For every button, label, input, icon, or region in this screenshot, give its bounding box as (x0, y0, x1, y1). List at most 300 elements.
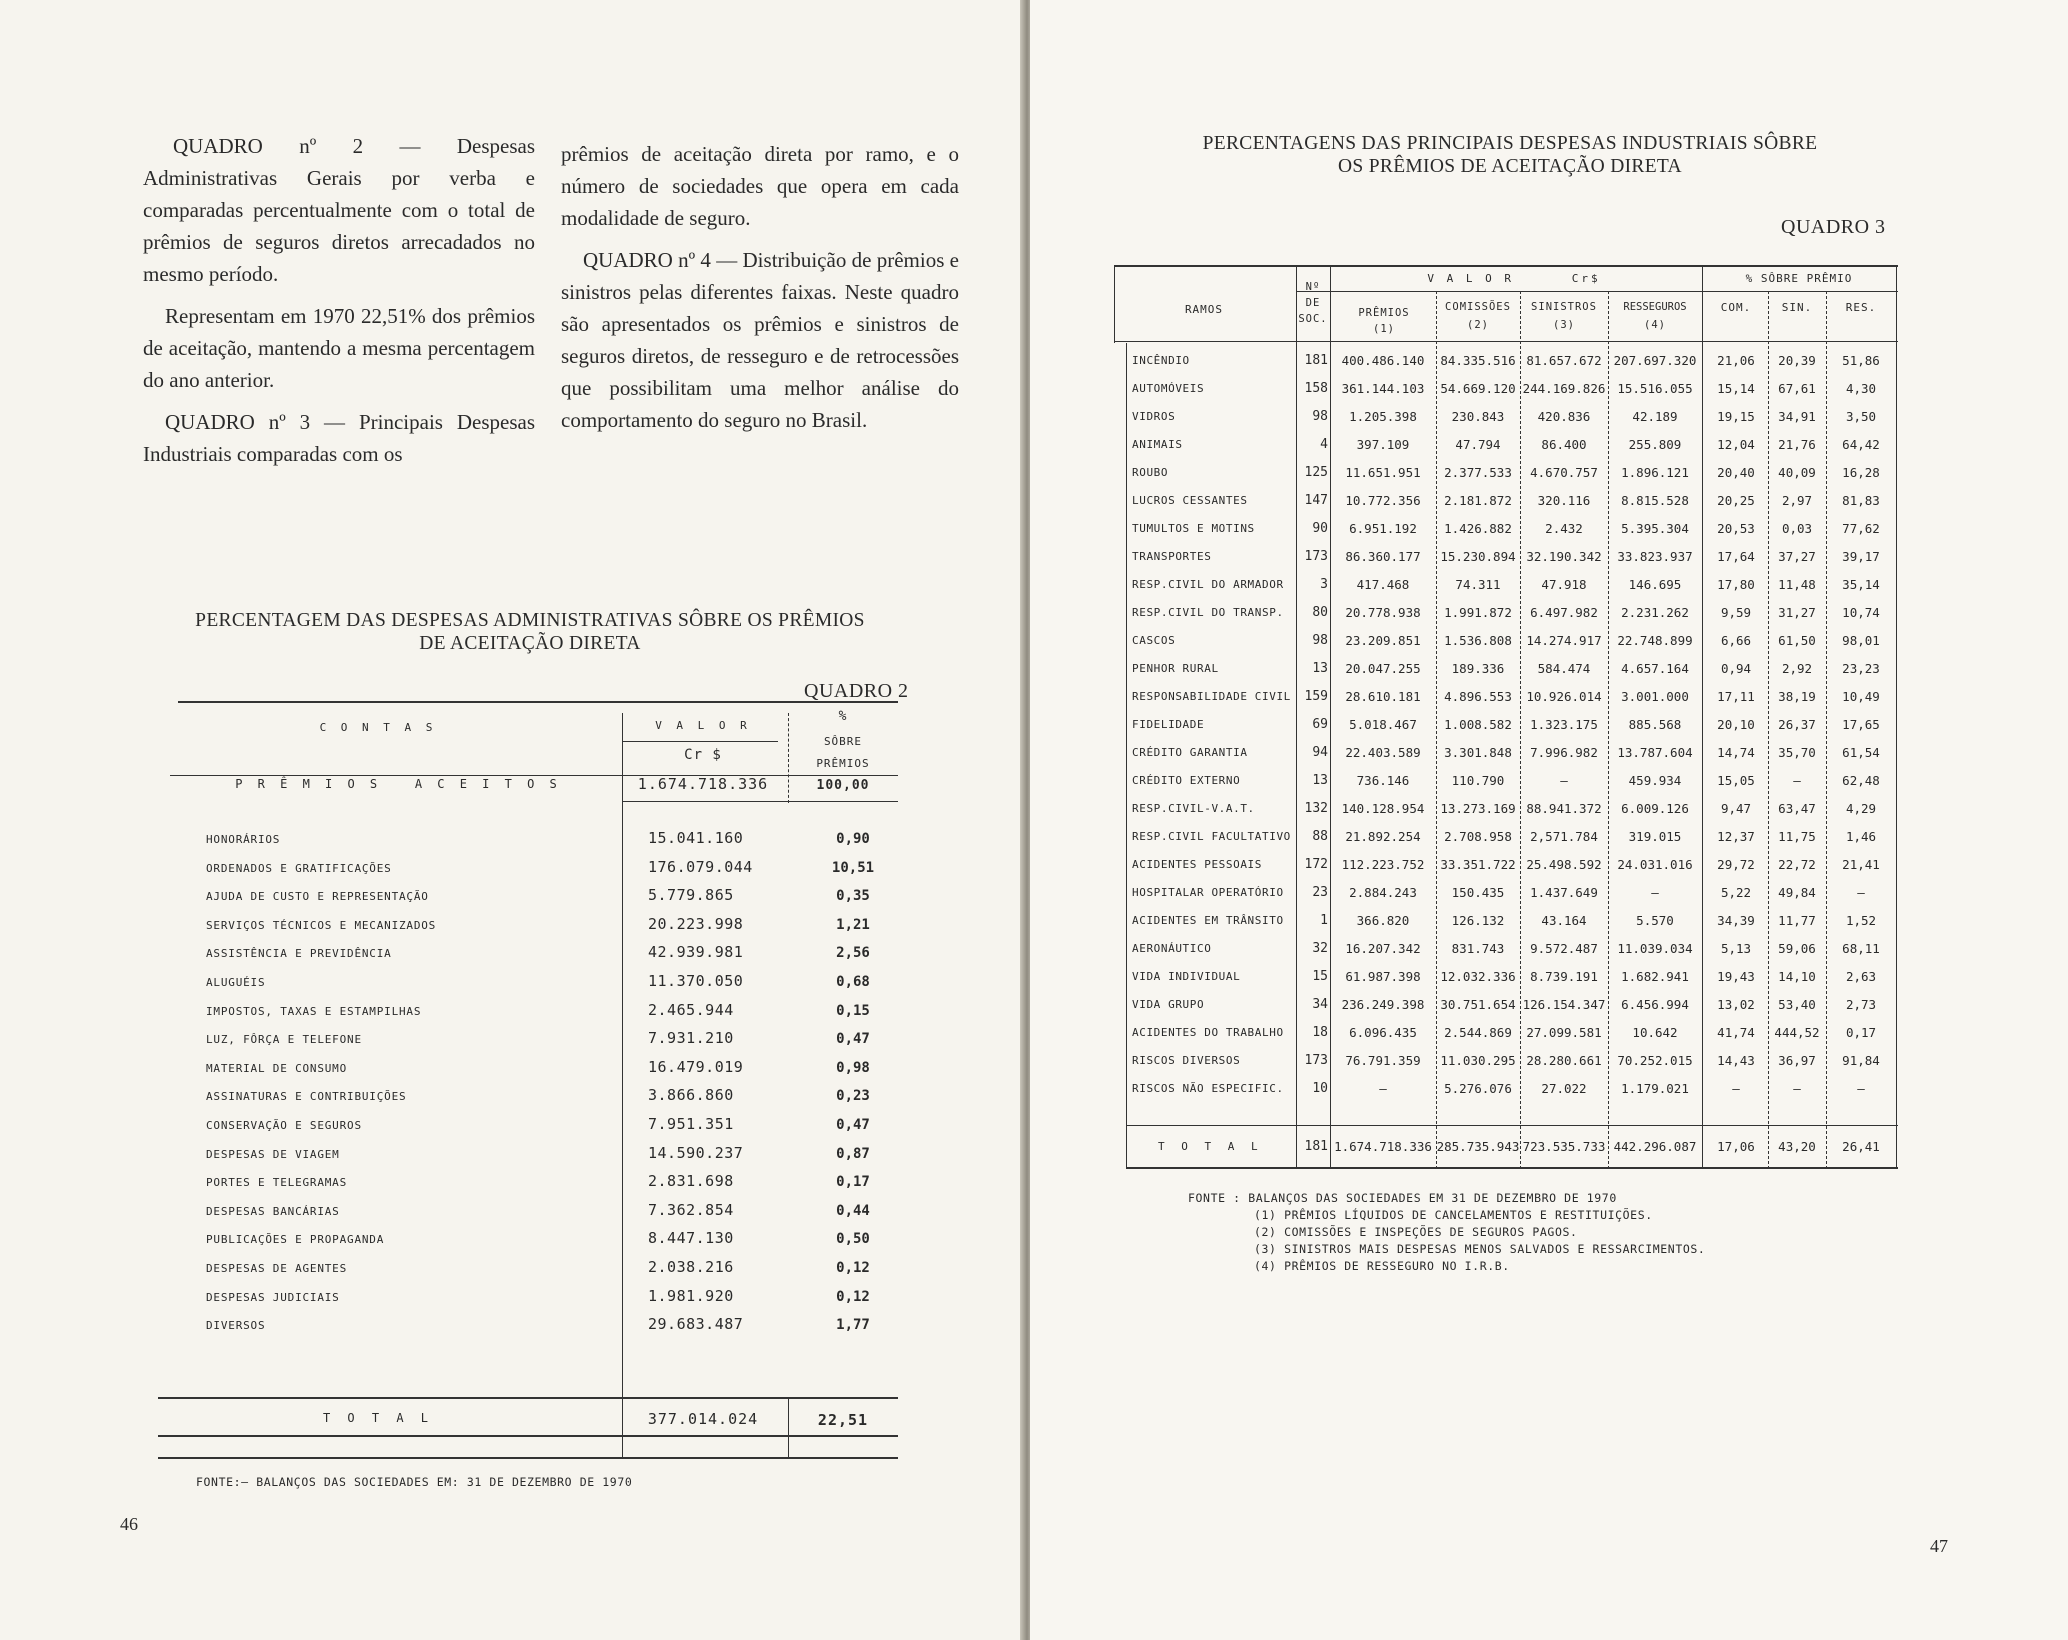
soc-count: 132 (1304, 801, 1328, 816)
soc-count: 125 (1304, 465, 1328, 480)
conta-valor: 42.939.981 (648, 943, 744, 962)
premios-aceitos-label: P R Ê M I O S A C E I T O S (235, 777, 561, 791)
total-label: T O T A L (1158, 1140, 1263, 1153)
res-pct-cell: 35,14 (1842, 577, 1880, 592)
conta-label: ASSINATURAS E CONTRIBUIÇÕES (206, 1090, 407, 1104)
sinistros-cell: 27.022 (1541, 1081, 1587, 1096)
total-res: 26,41 (1842, 1139, 1880, 1154)
com-pct-cell: 0,94 (1720, 661, 1752, 676)
fonte-line: (4) PRÊMIOS DE RESSEGURO NO I.R.B. (1254, 1259, 1510, 1273)
sinistros-cell: 14.274.917 (1526, 633, 1602, 648)
conta-label: AJUDA DE CUSTO E REPRESENTAÇÃO (206, 890, 429, 904)
table-row (1114, 851, 1898, 879)
total-sin: 43,20 (1778, 1139, 1816, 1154)
sinistros-cell: 584.474 (1537, 661, 1591, 676)
comissoes-cell: 30.751.654 (1440, 997, 1516, 1012)
ramo-label: VIDA INDIVIDUAL (1132, 970, 1241, 983)
resseguros-cell: 4.657.164 (1621, 661, 1689, 676)
ramo-label: AERONÁUTICO (1132, 942, 1212, 955)
com-pct-cell: 5,22 (1720, 885, 1752, 900)
conta-label: DESPESAS DE AGENTES (206, 1262, 348, 1275)
premios-aceitos-pct: 100,00 (816, 778, 870, 793)
table-row (158, 1111, 898, 1140)
resseguros-cell: 8.815.528 (1621, 493, 1689, 508)
table-row (1114, 711, 1898, 739)
conta-pct: 0,23 (836, 1088, 870, 1105)
table-row (158, 1197, 898, 1226)
sin-pct-cell: 35,70 (1778, 745, 1816, 760)
paragraph-quadro-3: QUADRO nº 3 — Principais Despesas Industriais comparadas com os (143, 410, 535, 466)
res-pct-cell: 10,74 (1842, 605, 1880, 620)
sin-pct-cell: — (1793, 773, 1801, 788)
sin-pct-cell: 67,61 (1778, 381, 1816, 396)
text-column-1 (143, 130, 535, 480)
conta-pct: 0,15 (836, 1002, 870, 1019)
res-pct-cell: 98,01 (1842, 633, 1880, 648)
res-pct-cell: 2,63 (1845, 969, 1877, 984)
ramo-label: CRÉDITO EXTERNO (1132, 774, 1241, 787)
premios-cell: 22.403.589 (1345, 745, 1421, 760)
res-pct-cell: 4,30 (1845, 381, 1877, 396)
resseguros-cell: 15.516.055 (1617, 381, 1693, 396)
conta-valor: 2.038.216 (648, 1258, 734, 1276)
table-row (1114, 935, 1898, 963)
table-rule (1114, 265, 1898, 267)
com-pct-cell: 14,43 (1717, 1053, 1755, 1068)
ramo-label: RISCOS NÃO ESPECIFIC. (1132, 1082, 1284, 1095)
com-pct-cell: 17,11 (1717, 689, 1755, 704)
premios-cell: 140.128.954 (1341, 801, 1425, 816)
com-pct-cell: 41,74 (1717, 1025, 1755, 1040)
comissoes-cell: 15.230.894 (1440, 549, 1516, 564)
comissoes-cell: 230.843 (1451, 409, 1505, 424)
comissoes-cell: 2.377.533 (1444, 465, 1512, 480)
premios-cell: 86.360.177 (1345, 549, 1421, 564)
comissoes-cell: 831.743 (1451, 941, 1505, 956)
res-pct-cell: — (1857, 885, 1865, 900)
comissoes-cell: 12.032.336 (1440, 969, 1516, 984)
soc-count: 173 (1304, 1053, 1328, 1068)
table-rule (788, 1397, 789, 1459)
conta-label: DESPESAS BANCÁRIAS (206, 1204, 340, 1218)
premios-cell: 20.778.938 (1345, 605, 1421, 620)
table-rule (1296, 291, 1898, 292)
conta-pct: 0,17 (836, 1174, 870, 1191)
premios-cell: 61.987.398 (1345, 969, 1421, 984)
sin-pct-cell: 14,10 (1778, 969, 1816, 984)
soc-count: 10 (1312, 1081, 1328, 1096)
conta-label: CONSERVAÇÃO E SEGUROS (206, 1119, 362, 1132)
sin-pct-cell: 38,19 (1778, 689, 1816, 704)
table-row (158, 911, 898, 940)
ramo-label: ACIDENTES EM TRÂNSITO (1132, 914, 1284, 927)
soc-count: 69 (1312, 717, 1328, 732)
table-row (1114, 795, 1898, 823)
conta-label: PORTES E TELEGRAMAS (206, 1176, 348, 1190)
sin-pct-cell: 37,27 (1778, 549, 1816, 564)
conta-valor: 3.866.860 (648, 1086, 734, 1105)
total-sinistros: 723.535.733 (1522, 1139, 1606, 1154)
ramo-label: TUMULTOS E MOTINS (1132, 522, 1255, 535)
table-row (1114, 347, 1898, 375)
premios-header: PRÊMIOS (1358, 307, 1410, 319)
total-resseguros: 442.296.087 (1613, 1139, 1697, 1154)
table-row (1114, 739, 1898, 767)
total-comissoes: 285.735.943 (1436, 1139, 1520, 1154)
table-row (1114, 487, 1898, 515)
conta-valor: 176.079.044 (648, 857, 753, 876)
conta-pct: 0,44 (836, 1202, 870, 1219)
ramo-label: RESP.CIVIL DO ARMADOR (1132, 578, 1284, 591)
resseguros-cell: 22.748.899 (1617, 633, 1693, 648)
sin-pct-cell: 21,76 (1778, 437, 1816, 452)
com-pct-cell: 17,64 (1717, 549, 1755, 564)
table-3-title (1090, 132, 1930, 178)
sinistros-cell: 8.739.191 (1530, 969, 1598, 984)
sinistros-cell: 9.572.487 (1530, 941, 1598, 956)
total-com: 17,06 (1717, 1139, 1755, 1154)
currency-header: Cr $ (684, 747, 722, 763)
com-pct-cell: 9,59 (1720, 605, 1752, 620)
soc-count: 13 (1312, 661, 1328, 676)
resseguros-cell: 146.695 (1628, 577, 1682, 592)
premios-cell: 16.207.342 (1345, 941, 1421, 956)
res-pct-cell: 17,65 (1842, 717, 1880, 732)
ramo-label: CASCOS (1132, 634, 1176, 647)
resseguros-cell: 10.642 (1632, 1025, 1678, 1040)
table-row (158, 1025, 898, 1054)
conta-label: ALUGUÉIS (206, 976, 266, 989)
res-pct-cell: 61,54 (1842, 745, 1880, 760)
conta-label: IMPOSTOS, TAXAS E ESTAMPILHAS (206, 1004, 422, 1018)
conta-label: DESPESAS DE VIAGEM (206, 1147, 340, 1161)
conta-label: LUZ, FÔRÇA E TELEFONE (206, 1033, 362, 1047)
table-rule (1114, 265, 1115, 343)
soc-count: 173 (1304, 549, 1328, 564)
ramo-label: LUCROS CESSANTES (1132, 494, 1248, 507)
com-header: COM. (1720, 301, 1752, 314)
premios-cell: 236.249.398 (1341, 997, 1425, 1012)
table-row (1114, 907, 1898, 935)
premios-cell: 417.468 (1356, 577, 1410, 592)
sinistros-cell: 1.323.175 (1530, 717, 1598, 732)
resseguros-header: RESSEGUROS (1623, 301, 1687, 313)
table-row (158, 1283, 898, 1312)
sobre-premio-header: % SÔBRE PRÊMIO (1745, 272, 1853, 285)
table-row (1114, 1075, 1898, 1103)
table-rule (158, 1435, 898, 1437)
conta-pct: 0,90 (836, 831, 870, 847)
soc-count: 34 (1312, 997, 1328, 1012)
ramo-label: ANIMAIS (1132, 438, 1183, 451)
sin-pct-cell: 61,50 (1778, 633, 1816, 648)
sinistros-cell: 86.400 (1541, 437, 1587, 452)
res-pct-cell: 64,42 (1842, 437, 1880, 452)
premios-cell: 397.109 (1356, 437, 1410, 452)
premios-cell: 400.486.140 (1341, 353, 1425, 368)
res-pct-cell: 68,11 (1842, 941, 1880, 956)
conta-valor: 1.981.920 (648, 1286, 734, 1305)
soc-count: 181 (1304, 353, 1328, 368)
table-row (1114, 515, 1898, 543)
soc-count: 90 (1312, 521, 1328, 536)
table-row (1114, 823, 1898, 851)
premios-aceitos-valor: 1.674.718.336 (637, 775, 769, 793)
comissoes-cell: 1.008.582 (1444, 717, 1512, 732)
page-number-right: 47 (1930, 1536, 1948, 1556)
table-row (1114, 403, 1898, 431)
conta-valor: 14.590.237 (648, 1143, 744, 1162)
table-row (158, 882, 898, 911)
sin-pct-cell: 26,37 (1778, 717, 1816, 732)
res-pct-cell: 62,48 (1842, 773, 1880, 788)
comissoes-cell: 2.181.872 (1444, 493, 1512, 508)
soc-count: 98 (1312, 409, 1328, 424)
conta-valor: 16.479.019 (648, 1057, 744, 1076)
fonte-quadro-2: FONTE:— BALANÇOS DAS SOCIEDADES EM: 31 DE DEZEMBRO DE 1970 (196, 1475, 633, 1489)
sin-pct-cell: 22,72 (1778, 857, 1816, 872)
nsoc-header-line: SOC. (1298, 313, 1328, 325)
left-page (0, 0, 1024, 1640)
sin-pct-cell: 11,77 (1778, 913, 1816, 928)
res-pct-cell: 1,52 (1845, 913, 1877, 928)
sinistros-cell: 10.926.014 (1526, 689, 1602, 704)
premios-cell: 5.018.467 (1349, 717, 1417, 732)
premios-cell: 11.651.951 (1345, 465, 1421, 480)
premios-note: (1) (1373, 323, 1395, 335)
ramo-label: TRANSPORTES (1132, 550, 1212, 563)
sinistros-cell: 320.116 (1537, 493, 1591, 508)
valor-header: V A L O R (655, 719, 751, 732)
sinistros-cell: 81.657.672 (1526, 353, 1602, 368)
pct-premios-header: PRÊMIOS (816, 757, 870, 770)
comissoes-cell: 33.351.722 (1440, 857, 1516, 872)
conta-pct: 10,51 (831, 859, 875, 876)
conta-valor: 2.465.944 (648, 1000, 734, 1019)
soc-count: 13 (1312, 773, 1328, 788)
sinistros-cell: 420.836 (1537, 409, 1591, 424)
comissoes-cell: 5.276.076 (1444, 1081, 1512, 1096)
resseguros-cell: 5.570 (1636, 913, 1674, 928)
com-pct-cell: 14,74 (1717, 745, 1755, 760)
resseguros-cell: 13.787.604 (1617, 745, 1693, 760)
soc-count: 1 (1320, 913, 1328, 928)
sin-pct-cell: 63,47 (1778, 801, 1816, 816)
sin-pct-cell: 11,75 (1778, 829, 1816, 844)
premios-cell: 1.205.398 (1349, 409, 1417, 424)
comissoes-cell: 126.132 (1451, 913, 1505, 928)
ramo-label: VIDROS (1132, 410, 1176, 423)
nsoc-header-line: Nº (1305, 281, 1321, 293)
fonte-quadro-3 (1188, 1190, 1705, 1275)
sinistros-cell: 47.918 (1541, 577, 1587, 592)
com-pct-cell: 15,14 (1717, 381, 1755, 396)
page-number-left: 46 (120, 1514, 138, 1534)
conta-pct: 0,47 (836, 1031, 870, 1048)
ramo-label: ACIDENTES DO TRABALHO (1132, 1026, 1284, 1039)
table-2-title-line-1: PERCENTAGEM DAS DESPESAS ADMINISTRATIVAS SÔBRE OS PRÊMIOS (195, 610, 865, 631)
resseguros-cell: 70.252.015 (1617, 1053, 1693, 1068)
table-2-title-line-2: DE ACEITAÇÃO DIRETA (419, 633, 641, 654)
soc-count: 15 (1312, 969, 1328, 984)
premios-cell: 23.209.851 (1345, 633, 1421, 648)
table-row (1114, 571, 1898, 599)
table-row (1114, 963, 1898, 991)
ramo-label: AUTOMÓVEIS (1132, 382, 1205, 395)
premios-cell: 112.223.752 (1341, 857, 1425, 872)
res-header: RES. (1845, 301, 1877, 314)
comissoes-cell: 1.536.808 (1444, 633, 1512, 648)
conta-label: DIVERSOS (206, 1319, 266, 1333)
premios-cell: — (1379, 1081, 1387, 1096)
com-pct-cell: 20,40 (1717, 465, 1755, 480)
conta-pct: 0,47 (836, 1117, 870, 1133)
ramo-label: ACIDENTES PESSOAIS (1132, 858, 1263, 871)
ramo-label: FIDELIDADE (1132, 718, 1205, 731)
sin-pct-cell: 2,92 (1781, 661, 1813, 676)
despesas-table (158, 697, 898, 1459)
ramo-label: PENHOR RURAL (1132, 662, 1219, 675)
comissoes-cell: 84.335.516 (1440, 353, 1516, 368)
table-row (158, 1082, 898, 1111)
sinistros-cell: 27.099.581 (1526, 1025, 1602, 1040)
res-pct-cell: 16,28 (1842, 465, 1880, 480)
comissoes-cell: 150.435 (1451, 885, 1505, 900)
conta-label: SERVIÇOS TÉCNICOS E MECANIZADOS (206, 918, 437, 932)
fonte-line: FONTE : BALANÇOS DAS SOCIEDADES EM 31 DE DEZEMBRO DE 1970 (1188, 1191, 1617, 1205)
com-pct-cell: 20,10 (1717, 717, 1755, 732)
soc-count: 94 (1312, 745, 1328, 760)
soc-count: 147 (1304, 493, 1328, 508)
quadro-2-label: QUADRO 2 (804, 680, 909, 702)
table-rule (1114, 341, 1898, 342)
table-row (1114, 1047, 1898, 1075)
sinistros-cell: 7.996.982 (1530, 745, 1598, 760)
table-row (1114, 655, 1898, 683)
com-pct-cell: 21,06 (1717, 353, 1755, 368)
resseguros-cell: 6.009.126 (1621, 801, 1689, 816)
soc-count: 172 (1304, 857, 1328, 872)
res-pct-cell: — (1857, 1081, 1865, 1096)
table-row (1114, 627, 1898, 655)
conta-pct: 0,35 (836, 888, 870, 905)
resseguros-cell: 33.823.937 (1617, 549, 1693, 564)
table-rule (622, 801, 898, 802)
conta-pct: 0,87 (836, 1145, 870, 1162)
sin-pct-cell: 36,97 (1778, 1053, 1816, 1068)
comissoes-cell: 189.336 (1451, 661, 1505, 676)
pct-sign-header: % (838, 709, 848, 724)
sinistros-cell: 32.190.342 (1526, 549, 1602, 564)
res-pct-cell: 81,83 (1842, 493, 1880, 508)
resseguros-cell: 2.231.262 (1621, 605, 1689, 620)
soc-count: 32 (1312, 941, 1328, 956)
premios-cell: 20.047.255 (1345, 661, 1421, 676)
conta-valor: 5.779.865 (648, 886, 734, 905)
res-pct-cell: 39,17 (1842, 549, 1880, 564)
conta-valor: 15.041.160 (648, 829, 744, 847)
res-pct-cell: 21,41 (1842, 857, 1880, 872)
table-row (1114, 431, 1898, 459)
resseguros-cell: 42.189 (1632, 409, 1678, 424)
sinistros-cell: 25.498.592 (1526, 857, 1602, 872)
sinistros-cell: 6.497.982 (1530, 605, 1598, 620)
table-row (158, 854, 898, 883)
sin-pct-cell: 49,84 (1778, 885, 1816, 900)
resseguros-cell: 24.031.016 (1617, 857, 1693, 872)
conta-pct: 0,68 (836, 974, 870, 990)
com-pct-cell: 15,05 (1717, 773, 1755, 788)
fonte-line: (3) SINISTROS MAIS DESPESAS MENOS SALVADOS E RESSARCIMENTOS. (1254, 1242, 1706, 1256)
soc-count: 158 (1304, 381, 1328, 396)
table-rule (622, 741, 778, 742)
comissoes-cell: 1.426.882 (1444, 521, 1512, 536)
table-row (158, 1225, 898, 1254)
total-soc: 181 (1304, 1139, 1328, 1154)
premios-cell: 6.096.435 (1349, 1025, 1417, 1040)
sin-pct-cell: 53,40 (1778, 997, 1816, 1012)
premios-cell: 2.884.243 (1349, 885, 1417, 900)
sinistros-cell: 28.280.661 (1526, 1053, 1602, 1068)
resseguros-cell: 207.697.320 (1613, 353, 1697, 368)
table-row (1114, 683, 1898, 711)
resseguros-cell: 319.015 (1628, 829, 1682, 844)
sinistros-cell: 43.164 (1541, 913, 1587, 928)
resseguros-cell: — (1651, 885, 1659, 900)
fonte-line: (1) PRÊMIOS LÍQUIDOS DE CANCELAMENTOS E RESTITUIÇÕES. (1254, 1208, 1653, 1222)
com-pct-cell: 5,13 (1720, 941, 1752, 956)
comissoes-header: COMISSÕES (1445, 301, 1511, 313)
res-pct-cell: 91,84 (1842, 1053, 1880, 1068)
table-rule (158, 1457, 898, 1459)
ramo-label: RESP.CIVIL FACULTATIVO (1132, 830, 1291, 843)
resseguros-cell: 255.809 (1628, 437, 1682, 452)
sinistros-cell: 1.437.649 (1530, 885, 1598, 900)
conta-valor: 7.951.351 (648, 1115, 734, 1133)
soc-count: 98 (1312, 633, 1328, 648)
com-pct-cell: 20,25 (1717, 493, 1755, 508)
com-pct-cell: 13,02 (1717, 997, 1755, 1012)
com-pct-cell: 12,04 (1717, 437, 1755, 452)
comissoes-cell: 110.790 (1451, 773, 1505, 788)
comissoes-cell: 13.273.169 (1440, 801, 1516, 816)
paragraph-quadro-4: QUADRO nº 4 — Distribuição de prêmios e sinistros pelas diferentes faixas. Neste quadro são apresentados os prêmios e sinistros de seguros diretos, de resseguro e de retrocessões que possibilitam uma melhor análise do comportamento do seguro no Brasil. (561, 248, 959, 432)
paragraph-quadro-2: QUADRO nº 2 — Despesas Administrativas Gerais por verba e comparadas percentualmente com o total de prêmios de seguros diretos arrecadados no mesmo período. (143, 134, 535, 286)
premios-cell: 6.951.192 (1349, 521, 1417, 536)
sinistros-cell: 2.432 (1545, 521, 1583, 536)
ramo-label: INCÊNDIO (1132, 354, 1190, 367)
conta-valor: 7.931.210 (648, 1029, 734, 1048)
resseguros-cell: 3.001.000 (1621, 689, 1689, 704)
com-pct-cell: 20,53 (1717, 521, 1755, 536)
table-row (158, 968, 898, 997)
total-valor: 377.014.024 (647, 1410, 759, 1428)
conta-label: MATERIAL DE CONSUMO (206, 1061, 348, 1075)
sinistros-cell: 4.670.757 (1530, 465, 1598, 480)
table-row (158, 1054, 898, 1083)
com-pct-cell: 12,37 (1717, 829, 1755, 844)
table-row (1114, 1019, 1898, 1047)
com-pct-cell: 29,72 (1717, 857, 1755, 872)
com-pct-cell: 6,66 (1720, 633, 1752, 648)
conta-label: ORDENADOS E GRATIFICAÇÕES (206, 861, 392, 875)
res-pct-cell: 1,46 (1845, 829, 1877, 844)
resseguros-cell: 6.456.994 (1621, 997, 1689, 1012)
table-3-title-line-1: PERCENTAGENS DAS PRINCIPAIS DESPESAS INDUSTRIAIS SÔBRE (1202, 133, 1818, 154)
ramo-label: RESP.CIVIL-V.A.T. (1132, 802, 1255, 815)
conta-valor: 29.683.487 (648, 1315, 744, 1334)
conta-label: DESPESAS JUDICIAIS (206, 1290, 340, 1304)
